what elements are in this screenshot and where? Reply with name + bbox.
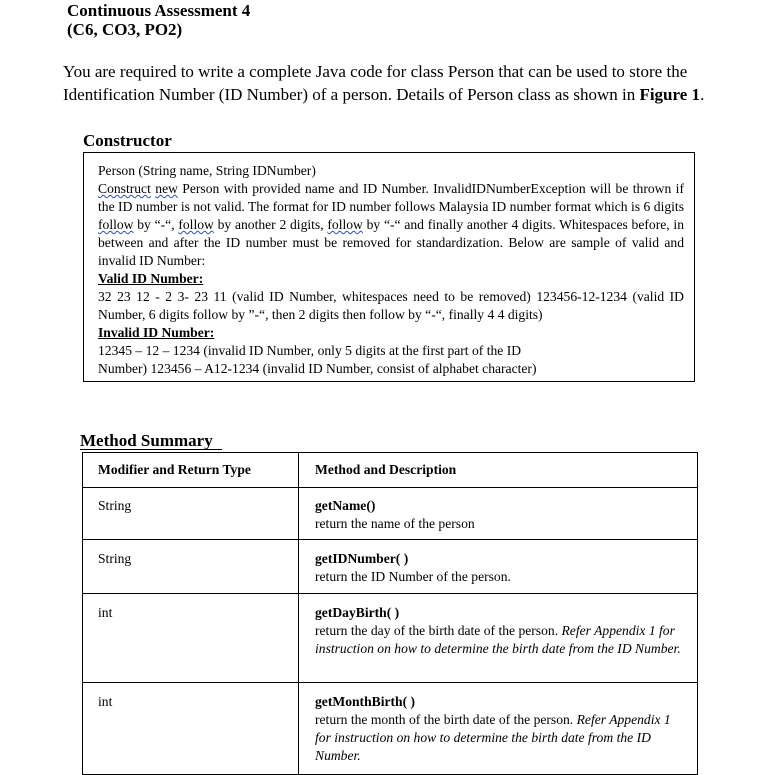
method-name: getName() xyxy=(315,498,376,513)
method-description: return the ID Number of the person. xyxy=(315,569,511,584)
method-name: getDayBirth( ) xyxy=(315,605,400,620)
table-row xyxy=(83,594,698,683)
method-summary-title: Method Summary xyxy=(80,431,213,450)
header-method: Method and Description xyxy=(299,453,698,488)
assessment-codes: (C6, CO3, PO2) xyxy=(67,20,183,39)
method-description xyxy=(315,711,687,765)
row-type: String xyxy=(83,488,299,540)
desc-follow-3: follow xyxy=(327,217,363,232)
desc-follow-1: follow xyxy=(98,217,134,232)
row-type: int xyxy=(83,594,299,683)
method-description xyxy=(315,622,687,658)
invalid-id-examples: 12345 – 12 – 1234 (invalid ID Number, only 5 digits at the first part of the ID Number) 123456 – A12-1234 (invalid ID Number, consist of alphabet character) xyxy=(98,343,537,376)
table-row xyxy=(83,540,698,594)
method-summary-underline xyxy=(80,449,222,450)
desc-part4: by “-“ and finally another 4 digits. Whitespaces before, in between and after the ID number must be removed for standardization. Below are sample of valid and invalid ID Number: xyxy=(98,217,684,268)
intro-text: You are required to write a complete Java code for class Person that can be used to store the Identification Number (ID Number) of a person. Details of Person class as shown in xyxy=(63,62,688,104)
row-method xyxy=(299,683,698,775)
figure-reference: Figure 1 xyxy=(639,85,701,104)
desc-part3: by another 2 digits, xyxy=(213,217,328,232)
method-description: return the name of the person xyxy=(315,516,475,531)
constructor-signature xyxy=(98,162,684,180)
row-method xyxy=(299,594,698,683)
table-row xyxy=(83,488,698,540)
row-method xyxy=(299,540,698,594)
header-modifier: Modifier and Return Type xyxy=(83,453,299,488)
invalid-id-heading: Invalid ID Number: xyxy=(98,325,215,340)
constructor-signature-text: Person (String name, String IDNumber) xyxy=(98,163,316,178)
row-method xyxy=(299,488,698,540)
table-header-row xyxy=(83,453,698,488)
method-description-text: return the month of the birth date of the person. xyxy=(315,712,577,727)
method-summary-table xyxy=(82,452,698,775)
assessment-title: Continuous Assessment 4 xyxy=(67,1,251,20)
desc-part1: Person with provided name and ID Number. InvalidIDNumberException will be thrown if the ID number is not valid. The format for ID number follows Malaysia ID number format which is 6 digits xyxy=(98,181,684,214)
table-row xyxy=(83,683,698,775)
method-name: getMonthBirth( ) xyxy=(315,694,416,709)
desc-construct: Construct xyxy=(98,181,151,196)
method-note: Refer Appendix 1 for instruction on how to determine the birth date from the ID Number. xyxy=(315,712,671,763)
intro-end: . xyxy=(700,85,705,104)
desc-new: new xyxy=(155,181,178,196)
intro-paragraph xyxy=(63,60,753,106)
method-name: getIDNumber( ) xyxy=(315,551,409,566)
constructor-description xyxy=(98,180,684,270)
desc-follow-2: follow xyxy=(178,217,214,232)
valid-id-heading: Valid ID Number: xyxy=(98,271,204,286)
row-type: int xyxy=(83,683,299,775)
constructor-section-title: Constructor xyxy=(83,131,172,150)
row-type: String xyxy=(83,540,299,594)
desc-part2: by “-“, xyxy=(133,217,179,232)
valid-id-examples: 32 23 12 - 2 3- 23 11 (valid ID Number, whitespaces need to be removed) 123456-12-1234 (valid ID Number, 6 digits follow by ”-“, then 2 digits then follow by “-“, finally 4 4 digits) xyxy=(98,289,684,322)
method-description-text: return the day of the birth date of the person. xyxy=(315,623,562,638)
method-note: Refer Appendix 1 for instruction on how to determine the birth date from the ID Number. xyxy=(315,623,681,656)
constructor-box xyxy=(83,152,695,382)
